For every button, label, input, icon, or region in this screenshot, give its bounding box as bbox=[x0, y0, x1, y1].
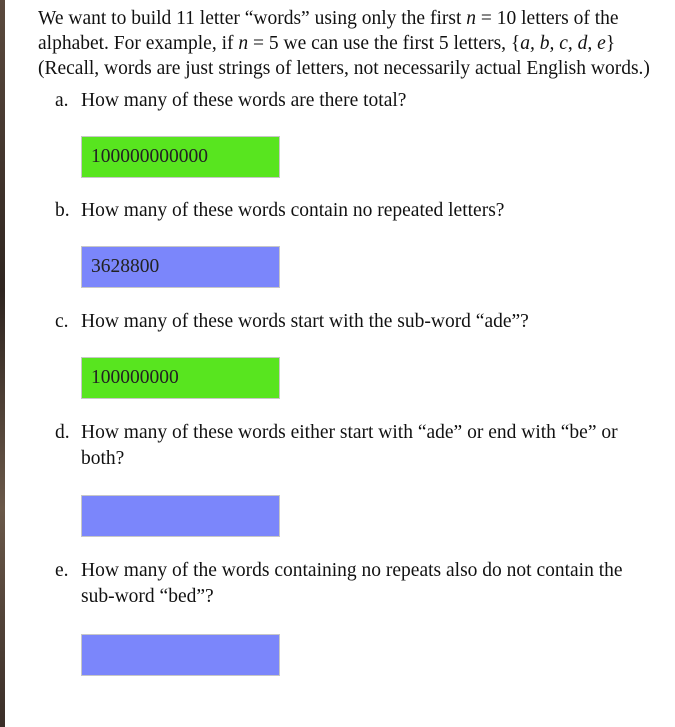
question-label: c. bbox=[55, 311, 69, 332]
answer-input-c[interactable]: 100000000 bbox=[81, 357, 280, 399]
variable-n: n bbox=[466, 8, 476, 29]
question-label: d. bbox=[55, 422, 70, 443]
question-text: How many of these words are there total? bbox=[81, 90, 407, 111]
intro-line-2 bbox=[38, 31, 663, 56]
intro-text: We want to build 11 letter “words” using only the first bbox=[38, 8, 467, 29]
question-text: How many of these words contain no repeated letters? bbox=[81, 200, 505, 221]
question-label: e. bbox=[55, 560, 69, 581]
question-label: a. bbox=[55, 90, 69, 111]
problem-statement bbox=[38, 6, 663, 81]
answer-input-d[interactable] bbox=[81, 495, 280, 537]
letter-set: a, b, c, d, e bbox=[520, 33, 606, 54]
question-d bbox=[55, 420, 655, 472]
question-a bbox=[55, 88, 655, 114]
intro-text: } bbox=[605, 33, 616, 54]
intro-line-3: (Recall, words are just strings of letters, not necessarily actual English words.) bbox=[38, 58, 650, 79]
question-text: How many of the words containing no repeats also do not contain the sub-word “bed”? bbox=[81, 560, 623, 607]
intro-text: = 10 letters of the bbox=[476, 8, 619, 29]
intro-text: = 5 we can use the first 5 letters, { bbox=[248, 33, 521, 54]
answer-input-b[interactable]: 3628800 bbox=[81, 246, 280, 288]
question-label: b. bbox=[55, 200, 70, 221]
variable-n: n bbox=[238, 33, 249, 54]
intro-line-1 bbox=[38, 6, 663, 31]
question-e bbox=[55, 558, 655, 610]
window-left-edge bbox=[0, 0, 5, 727]
question-c bbox=[55, 309, 655, 335]
answer-input-e[interactable] bbox=[81, 634, 280, 676]
question-b bbox=[55, 198, 655, 224]
intro-text: alphabet. For example, if bbox=[38, 33, 239, 54]
answer-input-a[interactable]: 100000000000 bbox=[81, 136, 280, 178]
question-text: How many of these words either start with “ade” or end with “be” or both? bbox=[81, 422, 618, 469]
question-text: How many of these words start with the sub-word “ade”? bbox=[81, 311, 529, 332]
